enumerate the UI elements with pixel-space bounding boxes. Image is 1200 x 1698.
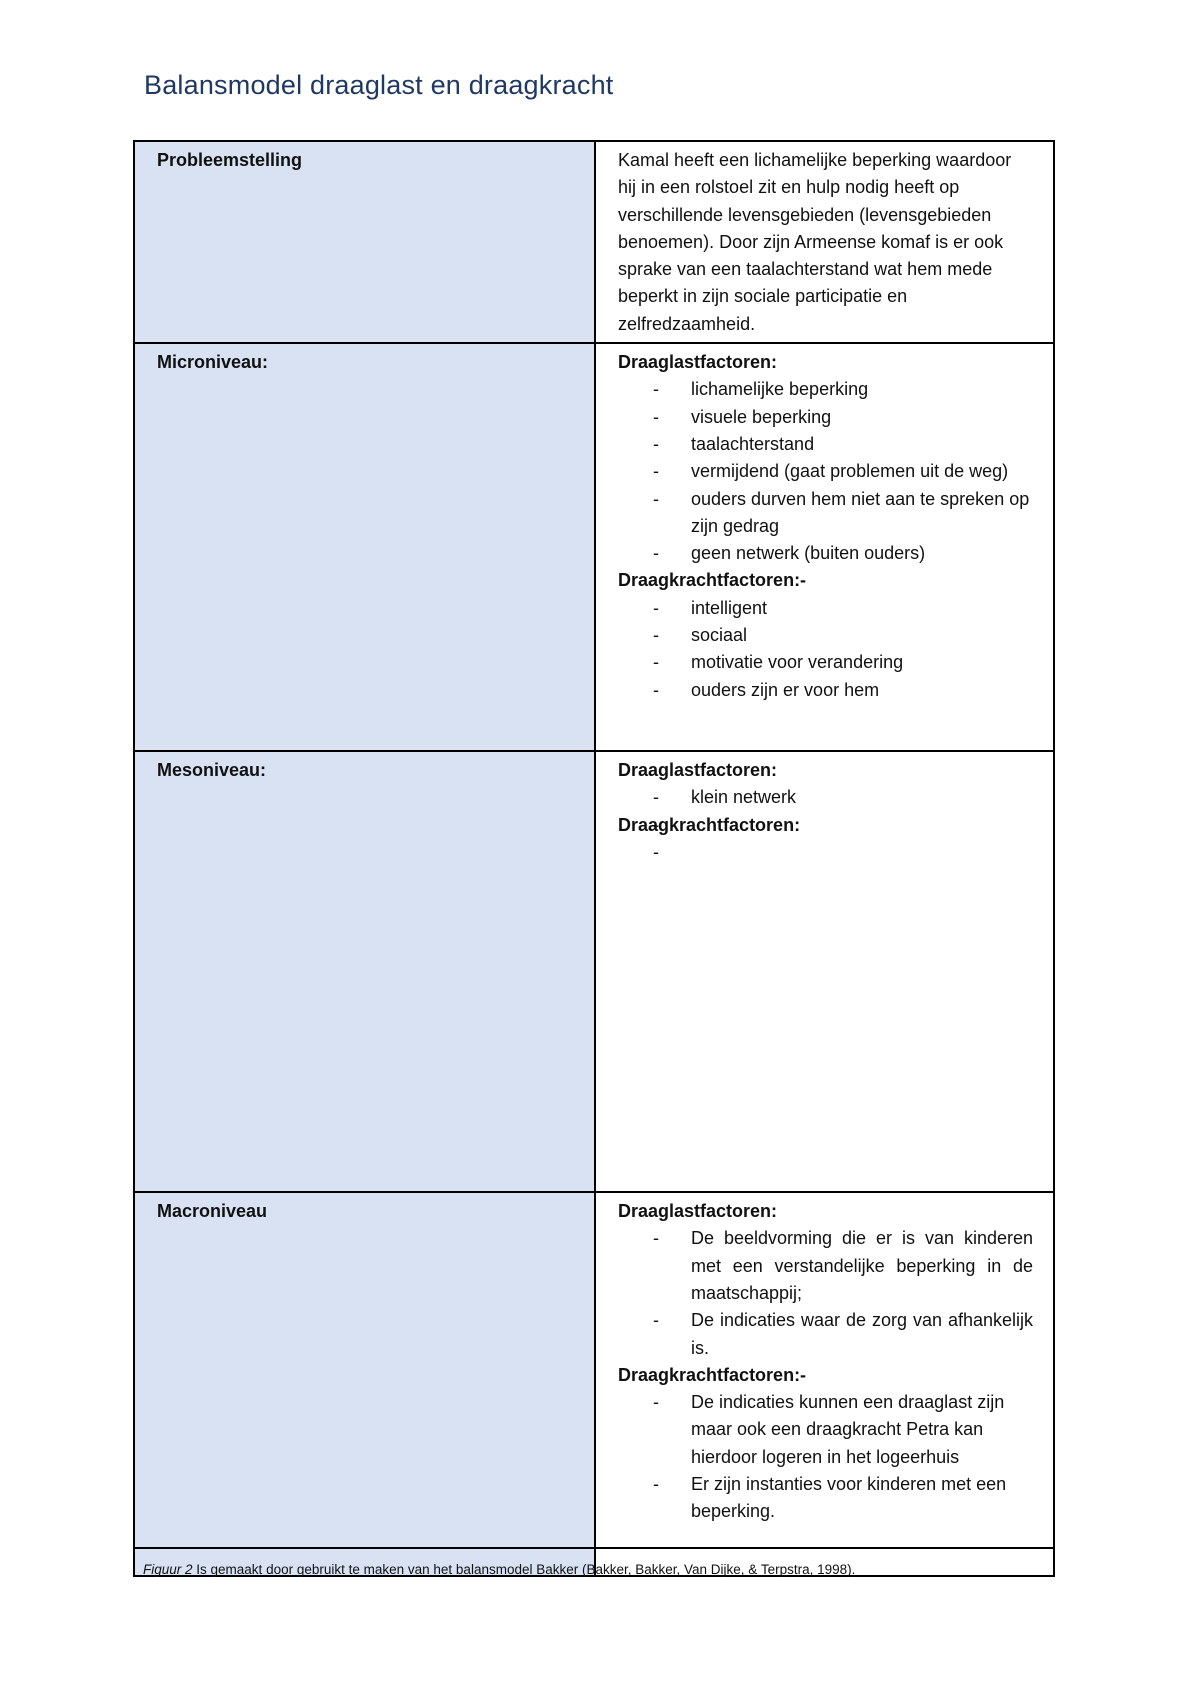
- micro-label: Microniveau:: [157, 352, 269, 373]
- figure-caption: [143, 1562, 855, 1577]
- list-item: - Er zijn instanties voor kinderen met een beperking.: [618, 1471, 1033, 1526]
- micro-capacity-list: [618, 595, 1033, 704]
- figure-label: Figuur 2: [143, 1562, 193, 1577]
- macro-burden-heading: Draaglastfactoren:: [618, 1201, 778, 1222]
- macro-label-cell: [134, 1192, 595, 1548]
- micro-burden-heading: Draaglastfactoren:: [618, 352, 778, 373]
- list-item: - taalachterstand: [618, 431, 1033, 458]
- meso-label-cell: [134, 751, 595, 1192]
- list-item: - intelligent: [618, 595, 1033, 622]
- table-row-problem: [134, 141, 1054, 343]
- list-item: - lichamelijke beperking: [618, 376, 1033, 403]
- list-item: - De indicaties kunnen een draaglast zijn maar ook een draagkracht Petra kan hierdoor logeren in het logeerhuis: [618, 1389, 1033, 1471]
- problem-content-cell: [595, 141, 1054, 343]
- list-item: - ouders zijn er voor hem: [618, 677, 1033, 704]
- macro-content-cell: [595, 1192, 1054, 1548]
- problem-statement-text: Kamal heeft een lichamelijke beperking waardoor hij in een rolstoel zit en hulp nodig heeft op verschillende levensgebieden (levensgebieden benoemen). Door zijn Armeense komaf is er ook sprake van een taalachterstand wat hem mede beperkt in zijn sociale participatie en zelfredzaamheid.: [618, 150, 1012, 334]
- micro-burden-list: [618, 376, 1033, 567]
- micro-label-cell: [134, 343, 595, 751]
- meso-burden-list: [618, 784, 1033, 811]
- list-item: - klein netwerk: [618, 784, 1033, 811]
- list-item: - ouders durven hem niet aan te spreken op zijn gedrag: [618, 486, 1033, 541]
- table-row-meso: [134, 751, 1054, 1192]
- macro-burden-list: [618, 1225, 1033, 1361]
- micro-content-cell: [595, 343, 1054, 751]
- list-item: - De indicaties waar de zorg van afhankelijk is.: [618, 1307, 1033, 1362]
- caption-text: Is gemaakt door gebruikt te maken van het balansmodel Bakker (Bakker, Bakker, Van Dijke, & Terpstra, 1998).: [192, 1562, 856, 1577]
- table-row-macro: [134, 1192, 1054, 1548]
- list-item: - sociaal: [618, 622, 1033, 649]
- problem-label: Probleemstelling: [157, 150, 303, 170]
- list-item: - motivatie voor verandering: [618, 649, 1033, 676]
- list-item: - vermijdend (gaat problemen uit de weg): [618, 458, 1033, 485]
- macro-capacity-list: [618, 1389, 1033, 1525]
- meso-label: Mesoniveau:: [157, 760, 267, 781]
- list-item: - visuele beperking: [618, 404, 1033, 431]
- macro-capacity-heading: Draagkrachtfactoren:-: [618, 1364, 807, 1385]
- page-title: Balansmodel draaglast en draagkracht: [144, 70, 614, 100]
- meso-content-cell: [595, 751, 1054, 1192]
- macro-label: Macroniveau: [157, 1201, 268, 1222]
- micro-capacity-heading: Draagkrachtfactoren:-: [618, 570, 807, 591]
- table-row-micro: [134, 343, 1054, 751]
- meso-capacity-heading: Draagkrachtfactoren:: [618, 814, 801, 835]
- meso-burden-heading: Draaglastfactoren:: [618, 760, 778, 781]
- problem-label-cell: [134, 141, 595, 343]
- list-item: - geen netwerk (buiten ouders): [618, 540, 1033, 567]
- list-item: - De beeldvorming die er is van kinderen met een verstandelijke beperking in de maatschappij;: [618, 1225, 1033, 1307]
- balance-model-table: [133, 140, 1055, 1577]
